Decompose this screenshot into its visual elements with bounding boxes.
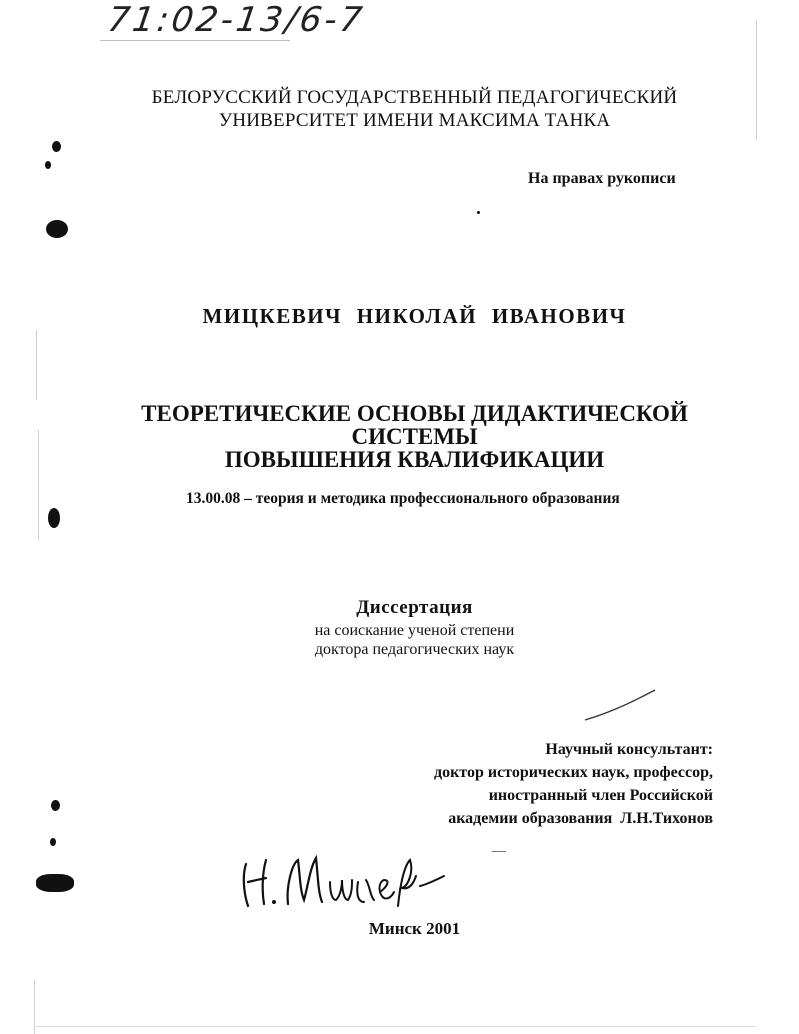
consultant-label: Научный консультант:: [545, 741, 713, 758]
scan-blot: [52, 141, 61, 152]
institution-line: БЕЛОРУССКИЙ ГОСУДАРСТВЕННЫЙ ПЕДАГОГИЧЕСКИЙ: [151, 87, 678, 108]
catalog-number: 71:02-13/6-7: [105, 0, 368, 40]
degree-line: доктора педагогических наук: [314, 641, 515, 658]
author-name: МИЦКЕВИЧ НИКОЛАЙ ИВАНОВИЧ: [202, 304, 627, 328]
scan-blot: [36, 874, 74, 892]
document-type: Диссертация: [356, 597, 473, 618]
scientific-consultant: [434, 738, 713, 830]
title-line: СИСТЕМЫ: [351, 424, 478, 449]
institution-name: [0, 86, 799, 132]
scan-blot: [51, 800, 60, 811]
specialty-code: 13.00.08 – теория и методика профессионального образования: [186, 490, 620, 507]
consultant-line: академии образования Л.Н.Тихонов: [448, 810, 713, 827]
institution-line: УНИВЕРСИТЕТ ИМЕНИ МАКСИМА ТАНКА: [218, 110, 611, 131]
scan-bottom-line: [36, 1026, 756, 1027]
catalog-underline: [100, 40, 290, 41]
title-line: ТЕОРЕТИЧЕСКИЕ ОСНОВЫ ДИДАКТИЧЕСКОЙ: [141, 401, 688, 426]
scan-blot: [50, 838, 56, 846]
consultant-line: иностранный член Российской: [488, 787, 713, 804]
scan-blot: [46, 220, 68, 238]
scan-blot: [45, 161, 51, 169]
title-line: ПОВЫШЕНИЯ КВАЛИФИКАЦИИ: [224, 447, 605, 472]
scan-edge-line: [34, 980, 35, 1034]
scan-dash: [492, 851, 506, 852]
dissertation-title: [0, 402, 799, 471]
scan-edge-line: [36, 330, 37, 400]
scan-dot: [477, 211, 480, 214]
city-year: Минск 2001: [368, 919, 461, 938]
degree-line: на соискание ученой степени: [314, 622, 515, 639]
consultant-line: доктор исторических наук, профессор,: [433, 764, 713, 781]
scan-blot: [48, 508, 60, 528]
author-signature: [238, 846, 448, 921]
signature-drawing: [238, 846, 448, 916]
manuscript-rights: На правах рукописи: [528, 170, 676, 187]
pen-stroke: [580, 684, 660, 724]
